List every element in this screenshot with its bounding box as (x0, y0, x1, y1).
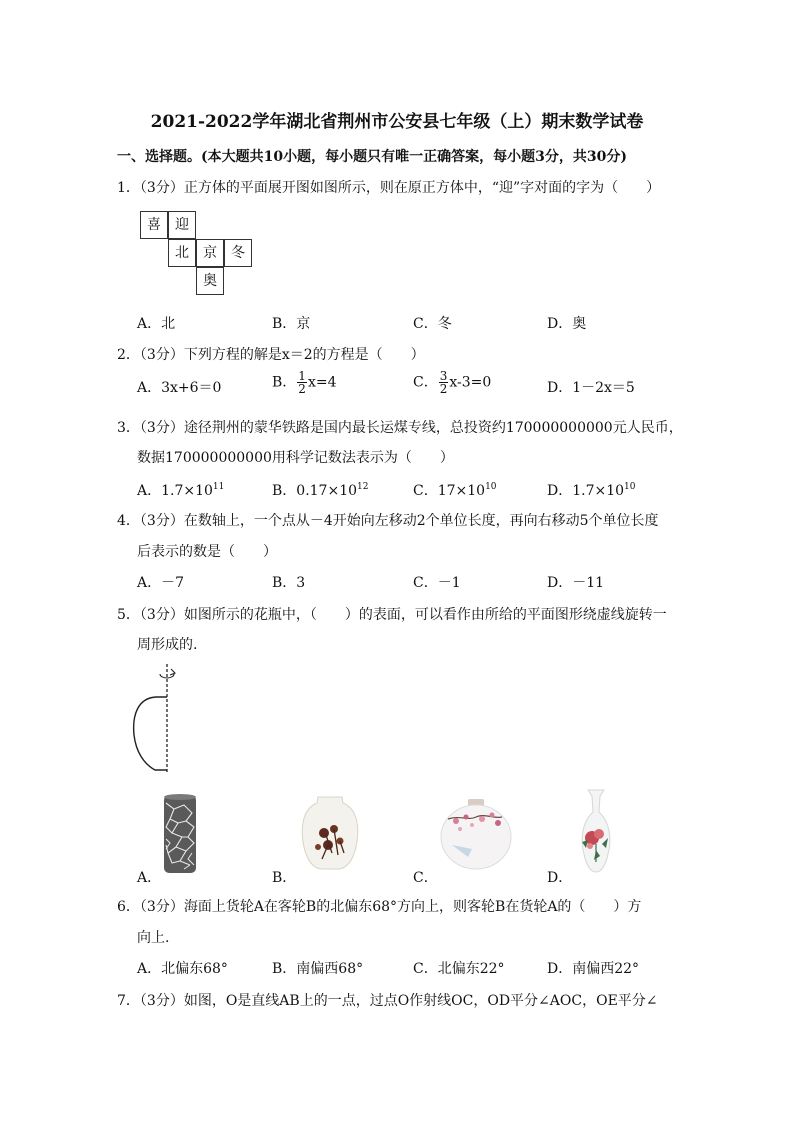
option-d (547, 480, 636, 500)
section-heading: 一、选择题。(本大题共10小题，每小题只有唯一正确答案，每小题3分，共30分) (117, 149, 627, 165)
option-c (413, 370, 491, 395)
option-c: C．北偏东22° (413, 961, 505, 977)
option-c: C．－1 (413, 575, 461, 591)
vase-d-image (576, 788, 616, 874)
option-a: A．北 (137, 316, 176, 332)
numerator: 3 (439, 369, 448, 383)
question-6-stem-cont: 向上. (137, 930, 170, 946)
exponent: 11 (212, 482, 225, 492)
net-cell: 迎 (168, 211, 196, 239)
vase-b-image (298, 795, 362, 871)
net-cell: 京 (196, 239, 224, 267)
paper-title: 2021-2022学年湖北省荆州市公安县七年级（上）期末数学试卷 (150, 112, 644, 132)
vase-c-image (438, 797, 514, 871)
question-7-stem: 7．（3分）如图，O是直线AB上的一点，过点O作射线OC，OD平分∠AOC，OE平分∠ (117, 993, 658, 1009)
option-a: A． (137, 870, 162, 886)
option-b (272, 370, 336, 395)
option-text: A．1.7×10 (137, 483, 213, 499)
option-a: A．－7 (137, 575, 185, 591)
option-b (272, 480, 368, 500)
fraction (439, 370, 449, 395)
net-cell: 北 (168, 239, 196, 267)
option-b: B．京 (272, 316, 311, 332)
exponent: 10 (624, 482, 636, 492)
option-text: x=4 (307, 374, 337, 391)
option-d: D．1－2x＝5 (547, 380, 635, 396)
numerator: 1 (298, 369, 306, 383)
option-a (137, 480, 224, 500)
option-d: D．南偏西22° (547, 961, 640, 977)
question-5-stem-cont: 周形成的. (137, 637, 198, 653)
net-cell: 冬 (224, 239, 252, 267)
option-b: B． (272, 870, 297, 886)
net-cell: 奥 (196, 267, 224, 295)
vase-a-image (162, 793, 198, 875)
option-b: B．3 (272, 575, 306, 591)
option-c (413, 480, 497, 500)
denominator: 2 (439, 382, 448, 396)
option-a: A．北偏东68° (137, 961, 228, 977)
option-d: D．－11 (547, 575, 605, 591)
question-6-stem: 6．（3分）海面上货轮A在客轮B的北偏东68°方向上，则客轮B在货轮A的（ ）方 (117, 899, 642, 915)
exponent: 10 (485, 482, 497, 492)
option-label: C． (413, 374, 438, 391)
question-2-stem: 2．（3分）下列方程的解是x＝2的方程是（ ） (117, 347, 425, 363)
option-a: A．3x+6＝0 (137, 380, 222, 396)
net-cell: 喜 (140, 211, 168, 239)
question-4-stem-cont: 后表示的数是（ ） (137, 544, 277, 560)
option-b: B．南偏西68° (272, 961, 364, 977)
question-3-stem: 3．（3分）途径荆州的蒙华铁路是国内最长运煤专线，总投资约170000000000元人民币， (117, 420, 683, 436)
option-label: B． (272, 374, 297, 391)
option-c: C． (413, 870, 438, 886)
rotation-profile-figure (130, 660, 190, 775)
question-5-stem: 5．（3分）如图所示的花瓶中，（ ）的表面，可以看作由所给的平面图形绕虚线旋转一 (117, 607, 667, 623)
option-text: x-3=0 (449, 374, 492, 391)
option-text: B．0.17×10 (272, 483, 358, 499)
question-4-stem: 4．（3分）在数轴上，一个点从－4开始向左移动2个单位长度，再向右移动5个单位长度 (117, 513, 659, 529)
option-d: D．奥 (547, 316, 587, 332)
question-1-stem: 1．（3分）正方体的平面展开图如图所示，则在原正方体中，“迎”字对面的字为（ ） (117, 180, 661, 196)
option-text: C．17×10 (413, 483, 486, 499)
exponent: 12 (357, 482, 369, 492)
option-c: C．冬 (413, 316, 452, 332)
denominator: 2 (298, 382, 306, 396)
option-text: D．1.7×10 (547, 483, 625, 499)
question-3-stem-cont: 数据170000000000用科学记数法表示为（ ） (137, 450, 454, 466)
fraction (297, 370, 307, 395)
option-d: D． (547, 870, 573, 886)
